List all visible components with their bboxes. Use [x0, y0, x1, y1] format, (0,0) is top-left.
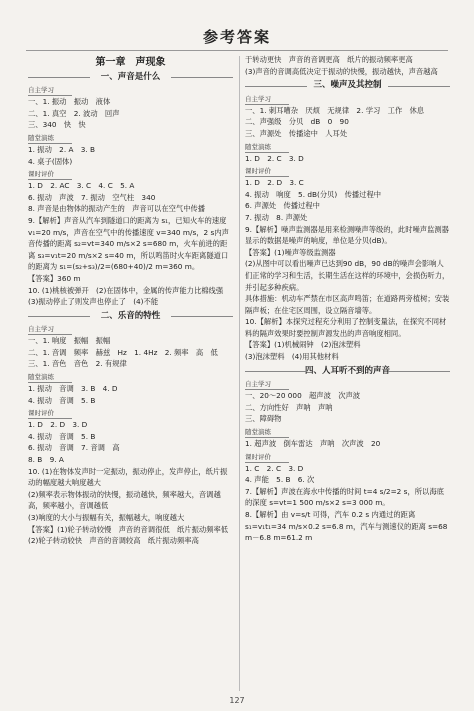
- answer-line: 4. 振动 响度 5. dB(分贝) 传播过程中: [245, 189, 382, 199]
- answer-line: 6. 声源处 传播过程中: [245, 201, 320, 211]
- answer-line: 一、1. 响度 振幅 振幅: [28, 336, 111, 346]
- answer-line: 8. B 9. A: [28, 455, 64, 465]
- block-label: 自主学习: [28, 85, 72, 96]
- left-column: [28, 54, 236, 547]
- column-divider: [239, 56, 240, 691]
- block-label: 课时评价: [28, 169, 72, 180]
- answer-line: 【答案】(1)机械闹钟 (2)泡沫塑料: [245, 340, 361, 350]
- answer-line: 二、1. 真空 2. 波动 回声: [28, 108, 120, 118]
- answer-line: 1. C 2. C 3. D: [245, 463, 304, 473]
- answer-line: 一、1. 刺耳嘈杂 厌烦 无规律 2. 学习 工作 休息: [245, 105, 425, 115]
- answer-line: 【答案】(1)轮子转动较慢 声音的音调很低 纸片振动频率低 (2)轮子转动较快 声音的音调较高 纸片振动频率高: [28, 524, 236, 546]
- block-label: 课时评价: [245, 452, 289, 463]
- answer-line: (3)泡沫塑料 (4)用其他材料: [245, 352, 339, 362]
- page-title: 参考答案: [202, 28, 271, 46]
- answer-line: 10.【解析】本探究过程充分利用了控制变量法，在探究不同材料的隔声效果时要控制声源发出的声音响度相同。: [245, 317, 447, 338]
- answer-line: (3)响度的大小与振幅有关，振幅越大，响度越大: [28, 513, 185, 522]
- section-heading: 二、乐音的特性: [28, 311, 233, 323]
- answer-line: 8. 声音是由物体的振动产生的 声音可以在空气中传播: [28, 204, 206, 214]
- answer-line: 二、声强级 分贝 dB 0 90: [245, 117, 349, 127]
- answer-line: 1. 振动 音调 3. B 4. D: [28, 384, 118, 394]
- section-heading: 三、噪声及其控制: [245, 80, 450, 92]
- block-label: 随堂演练: [28, 372, 72, 383]
- answer-line: (2)频率表示物体振动的快慢，振动越快，频率越大，音调越高，频率越小，音调越低: [28, 489, 221, 511]
- block-label: 课时评价: [245, 166, 289, 177]
- block-label: 随堂演练: [245, 427, 289, 438]
- answer-line: 【答案】360 m: [28, 273, 81, 283]
- answer-line: 1. D 2. C 3. D: [245, 153, 304, 163]
- answer-line: 二、1. 音调 频率 赫兹 Hz 1. 4Hz 2. 频率 高 低: [28, 347, 218, 357]
- answer-line: 10. (1)桃核被弹开 (2)在固体中，金属的传声能力比棉线强 (3)振动停止了则发声也停止了 (4)不能: [28, 285, 231, 307]
- answer-line: 7.【解析】声波在海水中传播的时间 t=4 s/2=2 s，所以海底的深度 s=vt=1 500 m/s×2 s=3 000 m。: [245, 486, 444, 508]
- answer-line: 6. 振动 音调 7. 音调 高: [28, 443, 120, 453]
- right-column: [245, 54, 450, 544]
- block-label: 自主学习: [245, 379, 289, 390]
- title-rule: [26, 50, 448, 51]
- answer-line: 三、声源处 传播途中 人耳处: [245, 128, 348, 138]
- answer-line: 具体措施：机动车严禁在市区高声鸣笛；在道路两旁植树；安装隔声板；在住宅区周围，设立隔音墙等。: [245, 294, 450, 315]
- chapter-heading: 第一章 声现象: [95, 57, 166, 68]
- answer-line: 1. D 2. D 3. D: [28, 420, 88, 430]
- answer-line: 9.【解析】噪声监测器是用来检测噪声等级的，此时噪声监测器显示的数据是噪声的响度，单位是分贝(dB)。: [245, 224, 449, 246]
- block-label: 自主学习: [245, 94, 289, 105]
- answer-line: (2)从图中可以看出噪声已达到90 dB，90 dB的噪声会影响人们正常的学习和生活，长期生活在这样的环境中，会损伤听力，并引起多种疾病。: [245, 259, 450, 292]
- answer-line: 【答案】(1)噪声等级监测器: [245, 247, 336, 257]
- answer-line: 4. 桌子(固体): [28, 156, 73, 166]
- answer-line: 1. D 2. D 3. C: [245, 178, 304, 188]
- answer-line: 一、20～20 000 超声波 次声波: [245, 391, 361, 401]
- answer-line: 三、障碍物: [245, 414, 282, 424]
- answer-line: 4. 声能 5. B 6. 次: [245, 475, 315, 485]
- answer-line: 7. 振动 8. 声源处: [245, 212, 308, 222]
- answer-line: 1. 超声波 倒车雷达 声呐 次声波 20: [245, 439, 381, 449]
- answer-line: 于转动更快 声音的音调更高 纸片的振动频率更高: [245, 55, 413, 64]
- section-heading: 一、声音是什么: [28, 72, 233, 84]
- block-label: 随堂演练: [245, 142, 289, 153]
- answer-line: 9.【解析】声音从汽车到隧道口的距离为 s₁，已知火车的速度 v₁=20 m/s，声音在空气中的传播速度 v=340 m/s，2 s内声音传播的距离 s₂=vt=340 m/s×2 s=680 m，火车前进的距离 s₃=v₁t=20 m/s×2 s=40 m，所以鸣笛时火车距离隧道口的距离为 s₁=(s₂+s₃)/2=(680+40)/2 m=360 m。: [28, 215, 229, 272]
- answer-line: (3)声音的音调高低决定于振动的快慢，振动越快，声音越高: [245, 66, 438, 76]
- answer-line: 一、1. 振动 振动 液体: [28, 97, 111, 107]
- answer-line: 8.【解析】由 v=s/t 可得，汽车 0.2 s 内通过的距离 s₁=v₁t₁=34 m/s×0.2 s=6.8 m，汽车与测速仪的距离 s=68 m－6.8 m=61.2 m: [245, 510, 448, 543]
- answer-line: 二、方向性好 声呐 声呐: [245, 402, 333, 412]
- answer-line: 三、1. 音色 音色 2. 有规律: [28, 359, 127, 369]
- answer-line: 三、340 快 快: [28, 120, 86, 130]
- answer-line: 1. 振动 2. A 3. B: [28, 144, 96, 154]
- answer-line: 10. (1)在物体发声时一定振动，振动停止，发声停止，纸片振动的幅度越大响度越大: [28, 466, 228, 488]
- block-label: 自主学习: [28, 324, 72, 335]
- answer-line: 1. D 2. AC 3. C 4. C 5. A: [28, 181, 135, 191]
- answer-line: 4. 振动 音调 5. B: [28, 395, 96, 405]
- answer-line: 6. 振动 声波 7. 振动 空气柱 340: [28, 192, 156, 202]
- block-label: 课时评价: [28, 408, 72, 419]
- answer-line: 4. 振动 音调 5. B: [28, 431, 96, 441]
- section-heading: 四、人耳听不到的声音: [245, 366, 450, 378]
- block-label: 随堂演练: [28, 133, 72, 144]
- page-number: 127: [229, 696, 245, 705]
